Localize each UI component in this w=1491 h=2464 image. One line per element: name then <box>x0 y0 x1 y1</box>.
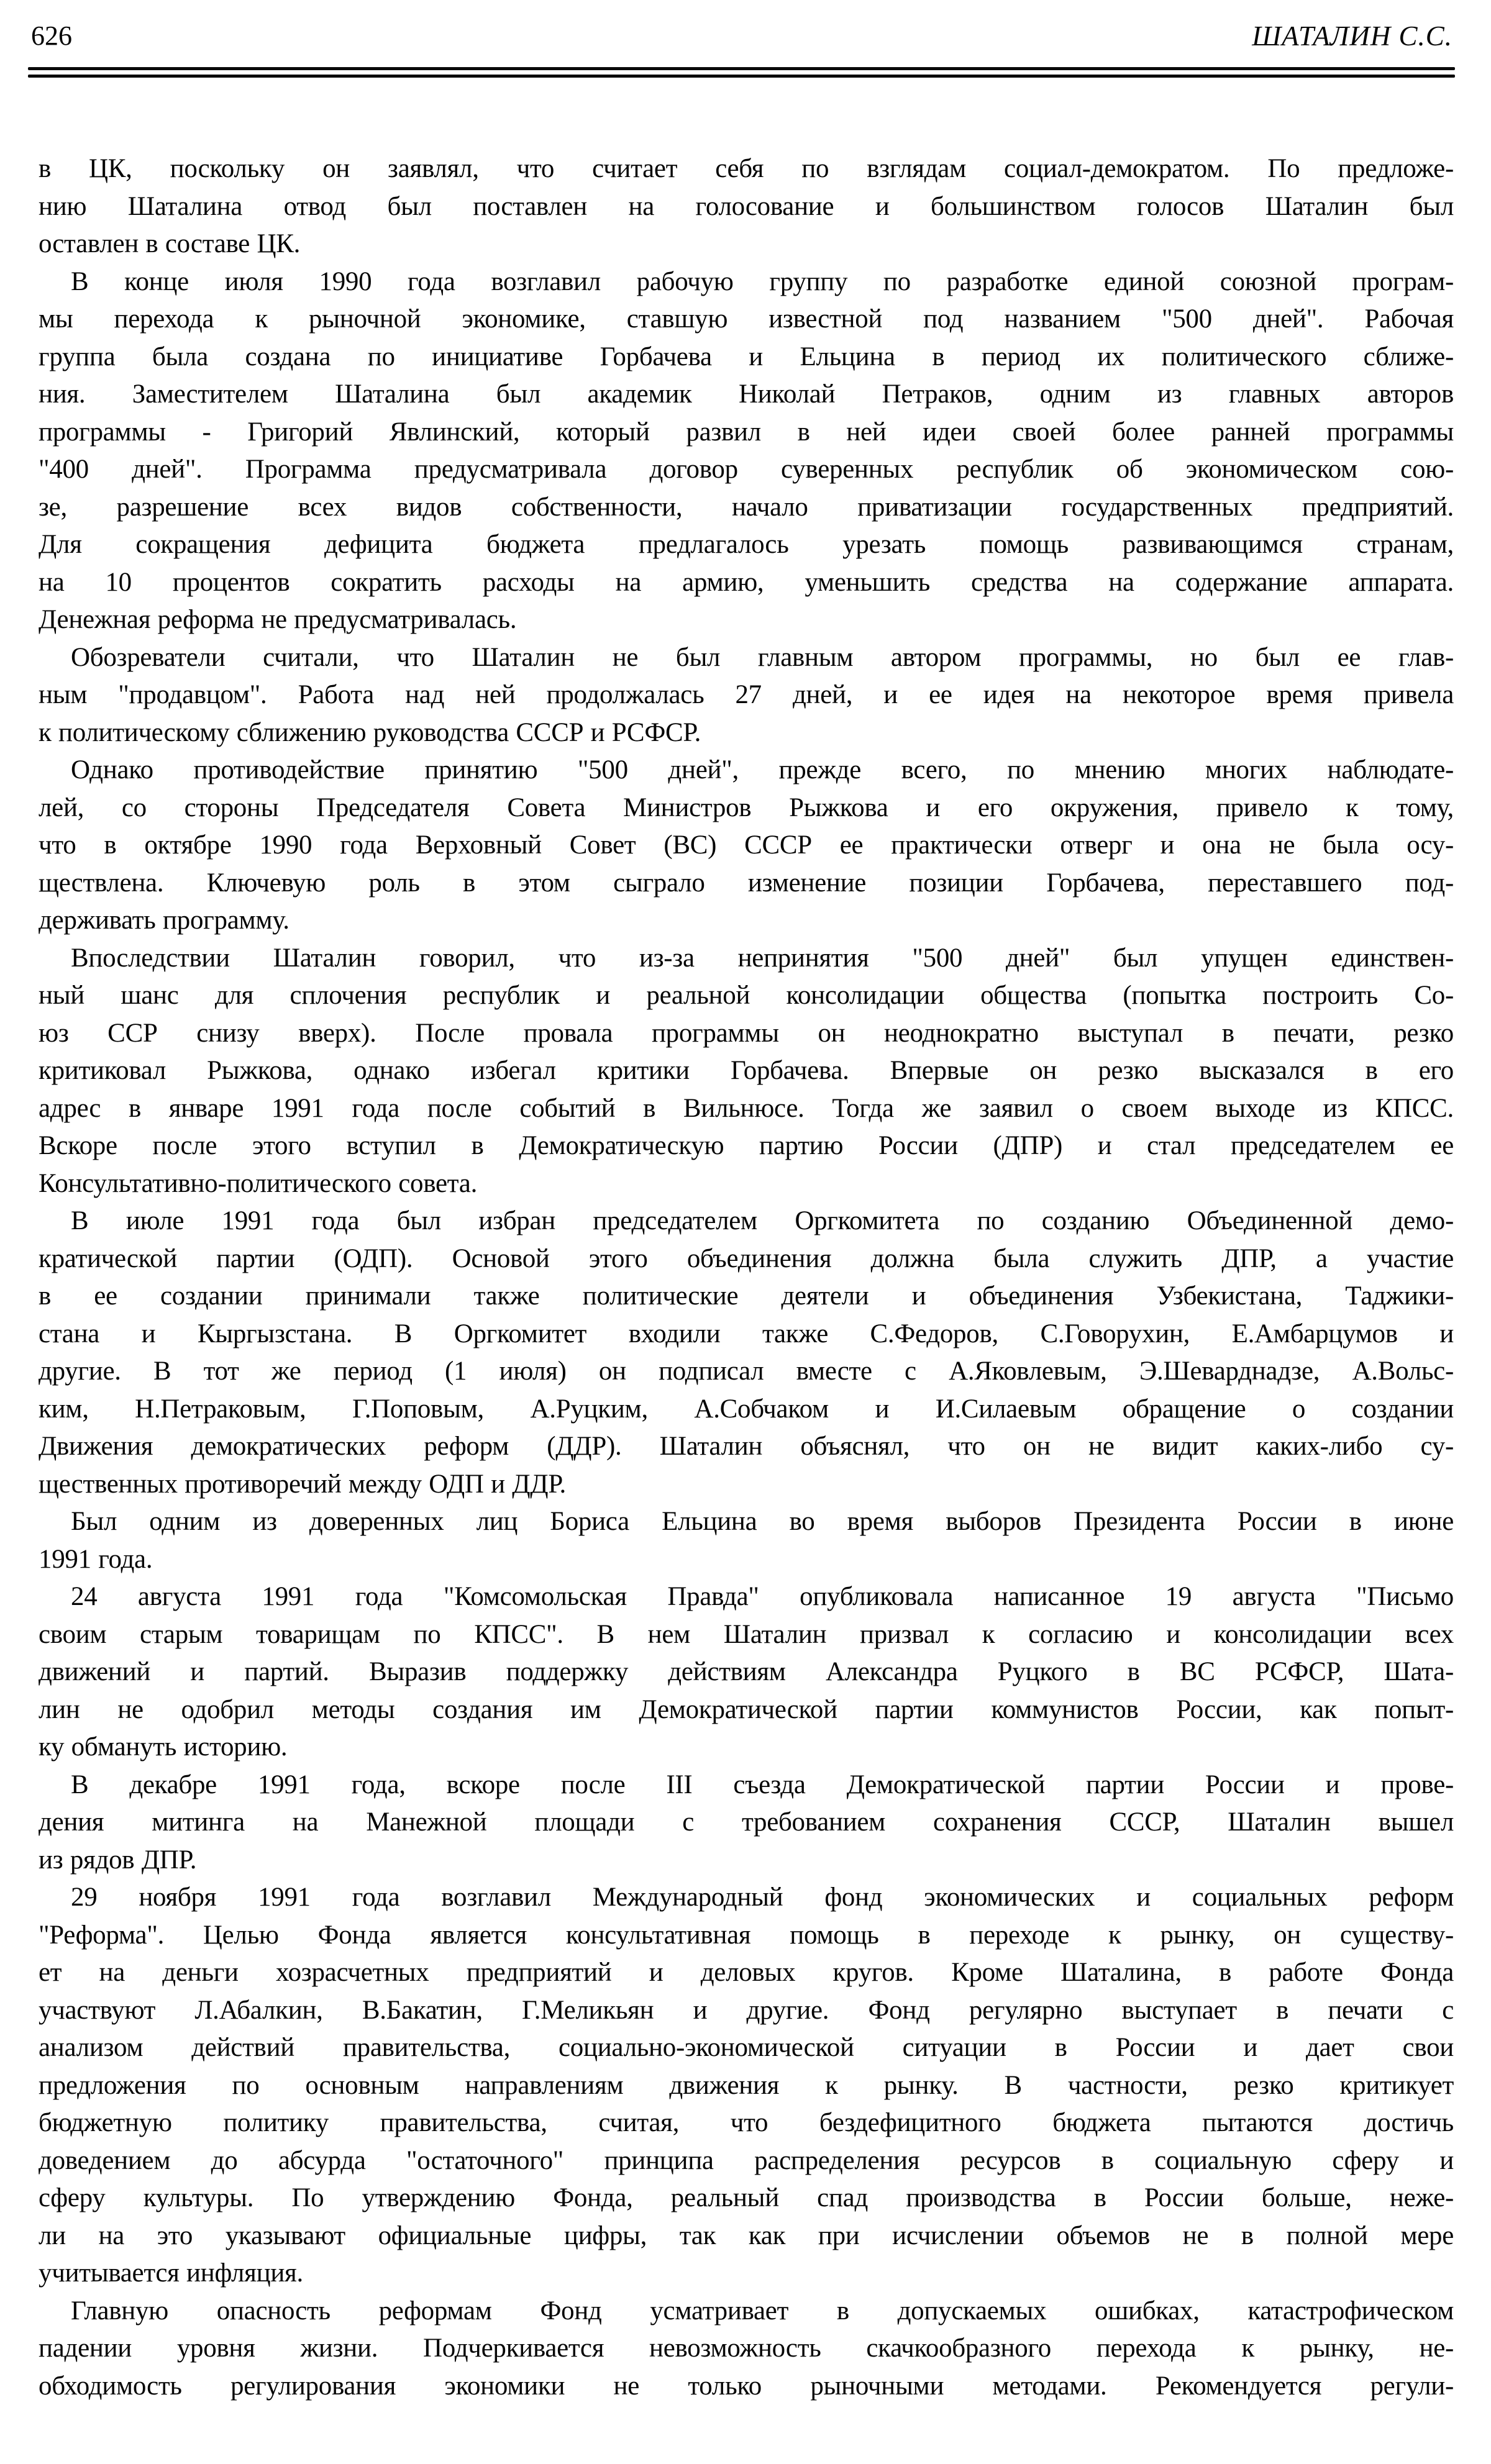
text-line: стана и Кыргызстана. В Оргкомитет входили также С.Федоров, С.Говорухин, Е.Амбарцумов и <box>39 1319 1454 1348</box>
text-line: другие. В тот же период (1 июля) он подписал вместе с А.Яковлевым, Э.Шеварднадзе, А.Вольс- <box>39 1357 1454 1386</box>
text-line: ным "продавцом". Работа над ней продолжалась 27 дней, и ее идея на некоторое время привела <box>39 680 1454 709</box>
text-line: мы перехода к рыночной экономике, ставшую известной под названием "500 дней". Рабочая <box>39 304 1454 334</box>
text-line: кратической партии (ОДП). Основой этого объединения должна была служить ДПР, а участие <box>39 1243 1454 1273</box>
paragraph <box>39 1766 1454 1880</box>
text-line: из рядов ДПР. <box>39 1845 197 1875</box>
text-line: В декабре 1991 года, вскоре после III съезда Демократической партии России и прове- <box>71 1770 1454 1799</box>
text-line: Движения демократических реформ (ДДР). Шаталин объяснял, что он не видит каких-либо су- <box>39 1432 1454 1461</box>
text-line: ществлена. Ключевую роль в этом сыграло изменение позиции Горбачева, переставшего под- <box>39 868 1454 898</box>
text-line: В июле 1991 года был избран председателем Оргкомитета по созданию Объединенной демо- <box>71 1206 1454 1235</box>
text-line: в ЦК, поскольку он заявлял, что считает себя по взглядам социал-демократом. По предложе- <box>39 154 1454 183</box>
text-line: Однако противодействие принятию "500 дней", прежде всего, по мнению многих наблюдате- <box>71 755 1454 784</box>
header-divider-rule <box>28 67 1455 78</box>
text-line: адрес в январе 1991 года после событий в Вильнюсе. Тогда же заявил о своем выходе из КПСС. <box>39 1093 1454 1123</box>
paragraph <box>39 1202 1454 1503</box>
text-line: щественных противоречий между ОДП и ДДР. <box>39 1469 567 1499</box>
text-line: 1991 года. <box>39 1544 153 1574</box>
text-line: на 10 процентов сократить расходы на армию, уменьшить средства на содержание аппарата. <box>39 567 1454 597</box>
text-line: нию Шаталина отвод был поставлен на голосование и большинством голосов Шаталин был <box>39 191 1454 221</box>
text-line: ния. Заместителем Шаталина был академик Николай Петраков, одним из главных авторов <box>39 380 1454 409</box>
paragraph <box>39 263 1454 639</box>
paragraph <box>39 1503 1454 1578</box>
page-number: 626 <box>31 20 72 51</box>
paragraph <box>39 150 1454 263</box>
divider-line-bottom <box>28 75 1455 78</box>
text-line: обходимость регулирования экономики не только рыночными методами. Рекомендуется регули- <box>39 2371 1454 2401</box>
paragraph <box>39 940 1454 1203</box>
text-line: Вскоре после этого вступил в Демократическую партию России (ДПР) и стал председателем ее <box>39 1131 1454 1160</box>
text-line: юз ССР снизу вверх). После провала программы он неоднократно выступал в печати, резко <box>39 1018 1454 1048</box>
text-line: Консультативно-политического совета. <box>39 1168 478 1198</box>
text-line: лей, со стороны Председателя Совета Министров Рыжкова и его окружения, привело к тому, <box>39 793 1454 822</box>
text-line: Обозреватели считали, что Шаталин не был главным автором программы, но был ее глав- <box>71 642 1454 672</box>
text-line: Для сокращения дефицита бюджета предлагалось урезать помощь развивающимся странам, <box>39 530 1454 559</box>
text-line: бюджетную политику правительства, считая, что бездефицитного бюджета пытаются достичь <box>39 2108 1454 2137</box>
text-line: ный шанс для сплочения республик и реальной консолидации общества (попытка построить Со- <box>39 981 1454 1010</box>
page-header <box>31 22 1452 50</box>
paragraph <box>39 2293 1454 2406</box>
text-line: ким, Н.Петраковым, Г.Поповым, А.Руцким, А.Собчаком и И.Силаевым обращение о создании <box>39 1394 1454 1424</box>
text-line: оставлен в составе ЦК. <box>39 229 301 258</box>
text-line: лин не одобрил методы создания им Демократической партии коммунистов России, как попыт- <box>39 1694 1454 1724</box>
text-line: Денежная реформа не предусматривалась. <box>39 605 517 634</box>
text-line: что в октябре 1990 года Верховный Совет (ВС) СССР ее практически отверг и она не была осу- <box>39 830 1454 860</box>
text-line: дения митинга на Манежной площади с требованием сохранения СССР, Шаталин вышел <box>39 1807 1454 1837</box>
text-line: 24 августа 1991 года "Комсомольская Правда" опубликовала написанное 19 августа "Письмо <box>71 1582 1454 1611</box>
text-line: к политическому сближению руководства СССР и РСФСР. <box>39 717 701 747</box>
text-line: предложения по основным направлениям движения к рынку. В частности, резко критикует <box>39 2070 1454 2100</box>
text-line: участвуют Л.Абалкин, В.Бакатин, Г.Меликьян и другие. Фонд регулярно выступает в печати с <box>39 1995 1454 2025</box>
text-line: программы - Григорий Явлинский, который развил в ней идеи своей более ранней программы <box>39 417 1454 447</box>
text-line: своим старым товарищам по КПСС". В нем Шаталин призвал к согласию и консолидации всех <box>39 1619 1454 1649</box>
paragraph <box>39 1578 1454 1766</box>
text-line: в ее создании принимали также политические деятели и объединения Узбекистана, Таджики- <box>39 1281 1454 1311</box>
text-line: Впоследствии Шаталин говорил, что из-за непринятия "500 дней" был упущен единствен- <box>71 943 1454 973</box>
text-line: зе, разрешение всех видов собственности, начало приватизации государственных предприятий. <box>39 492 1454 522</box>
text-line: Главную опасность реформам Фонд усматривает в допускаемых ошибках, катастрофическом <box>71 2296 1454 2325</box>
text-line: анализом действий правительства, социально-экономической ситуации в России и дает свои <box>39 2033 1454 2062</box>
text-line: ку обмануть историю. <box>39 1732 288 1762</box>
text-line: "Реформа". Целью Фонда является консультативная помощь в переходе к рынку, он существу- <box>39 1920 1454 1950</box>
article-body <box>39 150 1454 2405</box>
running-head: ШАТАЛИН С.С. <box>1252 20 1452 52</box>
paragraph <box>39 639 1454 752</box>
divider-line-top <box>28 67 1455 70</box>
text-line: группа была создана по инициативе Горбачева и Ельцина в период их политического сближе- <box>39 342 1454 371</box>
text-line: сферу культуры. По утверждению Фонда, реальный спад производства в России больше, неже- <box>39 2183 1454 2212</box>
text-line: движений и партий. Выразив поддержку действиям Александра Руцкого в ВС РСФСР, Шата- <box>39 1657 1454 1686</box>
text-line: доведением до абсурда "остаточного" принципа распределения ресурсов в социальную сферу и <box>39 2145 1454 2175</box>
text-line: 29 ноября 1991 года возглавил Международный фонд экономических и социальных реформ <box>71 1883 1454 1912</box>
text-line: критиковал Рыжкова, однако избегал критики Горбачева. Впервые он резко высказался в его <box>39 1056 1454 1085</box>
paragraph <box>39 1879 1454 2293</box>
text-line: держивать программу. <box>39 906 290 935</box>
paragraph <box>39 752 1454 940</box>
text-line: падении уровня жизни. Подчеркивается невозможность скачкообразного перехода к рынку, не- <box>39 2334 1454 2363</box>
text-line: "400 дней". Программа предусматривала договор суверенных республик об экономическом сою- <box>39 455 1454 484</box>
text-line: ли на это указывают официальные цифры, так как при исчислении объемов не в полной мере <box>39 2221 1454 2250</box>
text-line: В конце июля 1990 года возглавил рабочую группу по разработке единой союзной програм- <box>71 266 1454 296</box>
text-line: Был одним из доверенных лиц Бориса Ельцина во время выборов Президента России в июне <box>71 1507 1454 1536</box>
text-line: учитывается инфляция. <box>39 2258 303 2288</box>
text-line: ет на деньги хозрасчетных предприятий и деловых кругов. Кроме Шаталина, в работе Фонда <box>39 1958 1454 1987</box>
